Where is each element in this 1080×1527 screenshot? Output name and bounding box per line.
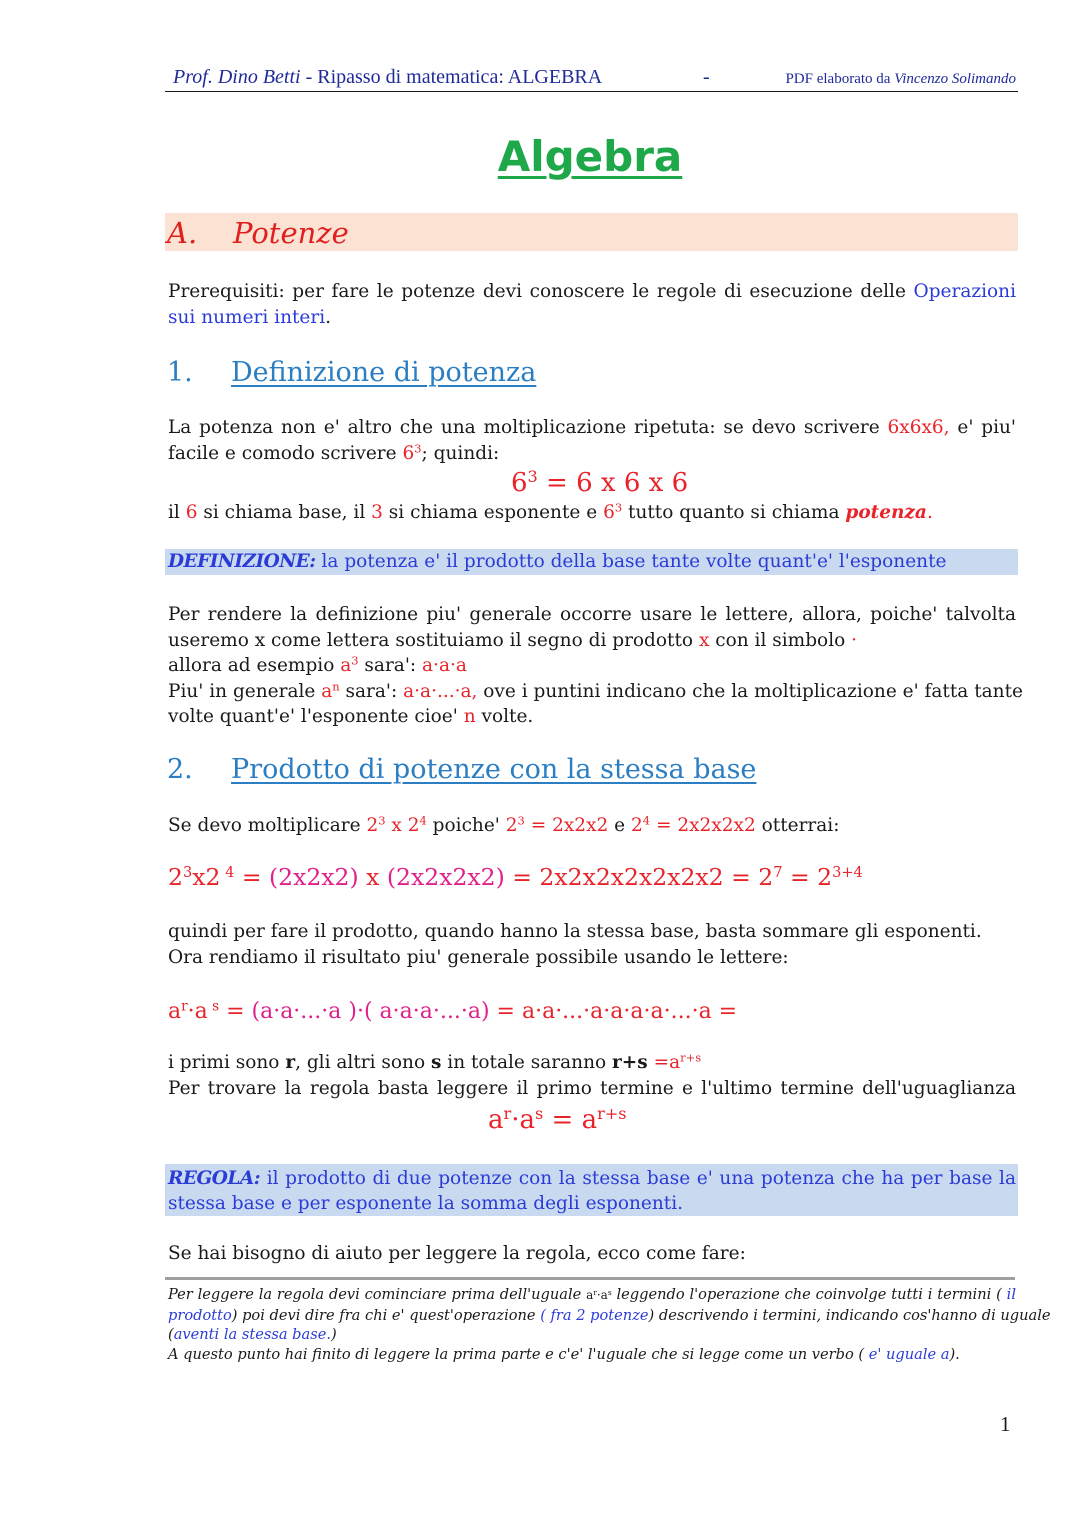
header-dash: -	[703, 66, 710, 88]
definition-label: DEFINIZIONE:	[168, 551, 316, 572]
formula-product-rule: $a^r\cdot a^s = a^{r+s}$	[488, 1104, 627, 1135]
footnote-rule	[165, 1277, 1015, 1280]
subsection-2-heading: 2. Prodotto di potenze con la stessa base	[167, 754, 757, 785]
page-number: 1	[1000, 1412, 1011, 1436]
prerequisites-paragraph: Prerequisiti: per fare le potenze devi conoscere le regole di esecuzione delle Operazioni sui numeri interi.	[168, 281, 1016, 328]
section-a-heading	[165, 213, 1018, 251]
section-a-letter: A.	[167, 216, 198, 250]
formula-product-letters: $a^r\cdot a$ $^s$ = (a·a·...·a )·( a·a·a·...·a) = a·a·...·a·a·a·a·...·a =	[168, 998, 738, 1024]
header-right: PDF elaborato da Vincenzo Solimando	[785, 71, 1016, 87]
formula-product-numeric: $2^3x2$ $^4$ = (2x2x2) x $(2x2x2x2) = 2x2x2x2x2x2x2 = 2^7 = 2^{3+4}$	[168, 863, 863, 891]
subsection-1-heading: 1. Definizione di potenza	[167, 357, 537, 388]
total-exponent-paragraph: i primi sono r, gli altri sono s in totale saranno $r+s =a^{r+s}$ Per trovare la regola basta leggere il primo termine e l'ultimo termine dell'uguaglianza	[168, 1050, 1016, 1099]
page-title: Algebra	[497, 132, 683, 181]
letters-paragraph: Per rendere la definizione piu' generale occorre usare le lettere, allora, poiche' talvolta useremo x come lettera sostituiamo il segno di prodotto x con il simbolo · allora ad esempio $a^3$ sara': a·a·a Piu' in generale $a^n$ sara': a·a·...·a, ove i puntini indicano che la moltiplicazione e' fatta tante volte quant'e' l'esponente cioe' n volte.	[168, 604, 1023, 727]
help-line: Se hai bisogno di aiuto per leggere la regola, ecco come fare:	[168, 1243, 746, 1264]
rule-box: REGOLA: il prodotto di due potenze con la stessa base e' una potenza che ha per base la stessa base e per esponente la somma degli esponenti.	[165, 1164, 1018, 1216]
operations-link[interactable]: Operazioni sui numeri interi	[168, 281, 1016, 328]
header-left: Prof. Dino Betti - Ripasso di matematica: ALGEBRA	[173, 66, 603, 88]
product-example-paragraph: Se devo moltiplicare $2^3$ x $2^4$ poiche' $2^3 = 2x2x2$ e $2^4 = 2x2x2x2$ otterrai:	[168, 813, 840, 836]
definition-box: DEFINIZIONE: la potenza e' il prodotto della base tante volte quant'e' l'esponente	[165, 549, 1018, 575]
definition-intro-paragraph: La potenza non e' altro che una moltiplicazione ripetuta: se devo scrivere 6x6x6, e' piu' facile e comodo scrivere $6^3$; quindi:	[168, 417, 1016, 464]
formula-power-example: $6^3 = 6$ x 6 x 6	[511, 467, 689, 498]
footnote: Per leggere la regola devi cominciare prima dell'uguale $a^r\cdot a^s$ leggendo l'operazione che coinvolge tutti i termini ( il prodotto) poi devi dire fra chi e' quest'operazione ( fra 2 potenze) descrivendo i termini, indicando cos'hanno di uguale (aventi la stessa base.) A questo punto hai finito di leggere la prima parte e c'e' l'uguale che si legge come un verbo ( e' uguale a).	[168, 1286, 1051, 1363]
rule-label: REGOLA:	[168, 1168, 261, 1189]
section-a-title: Potenze	[233, 216, 349, 250]
base-exponent-paragraph: il 6 si chiama base, il 3 si chiama esponente e $6^3$ tutto quanto si chiama potenza.	[168, 500, 933, 523]
running-header	[165, 64, 1018, 92]
sum-exponents-paragraph: quindi per fare il prodotto, quando hanno la stessa base, basta sommare gli esponenti. Ora rendiamo il risultato piu' generale possibile usando le lettere:	[168, 921, 982, 968]
